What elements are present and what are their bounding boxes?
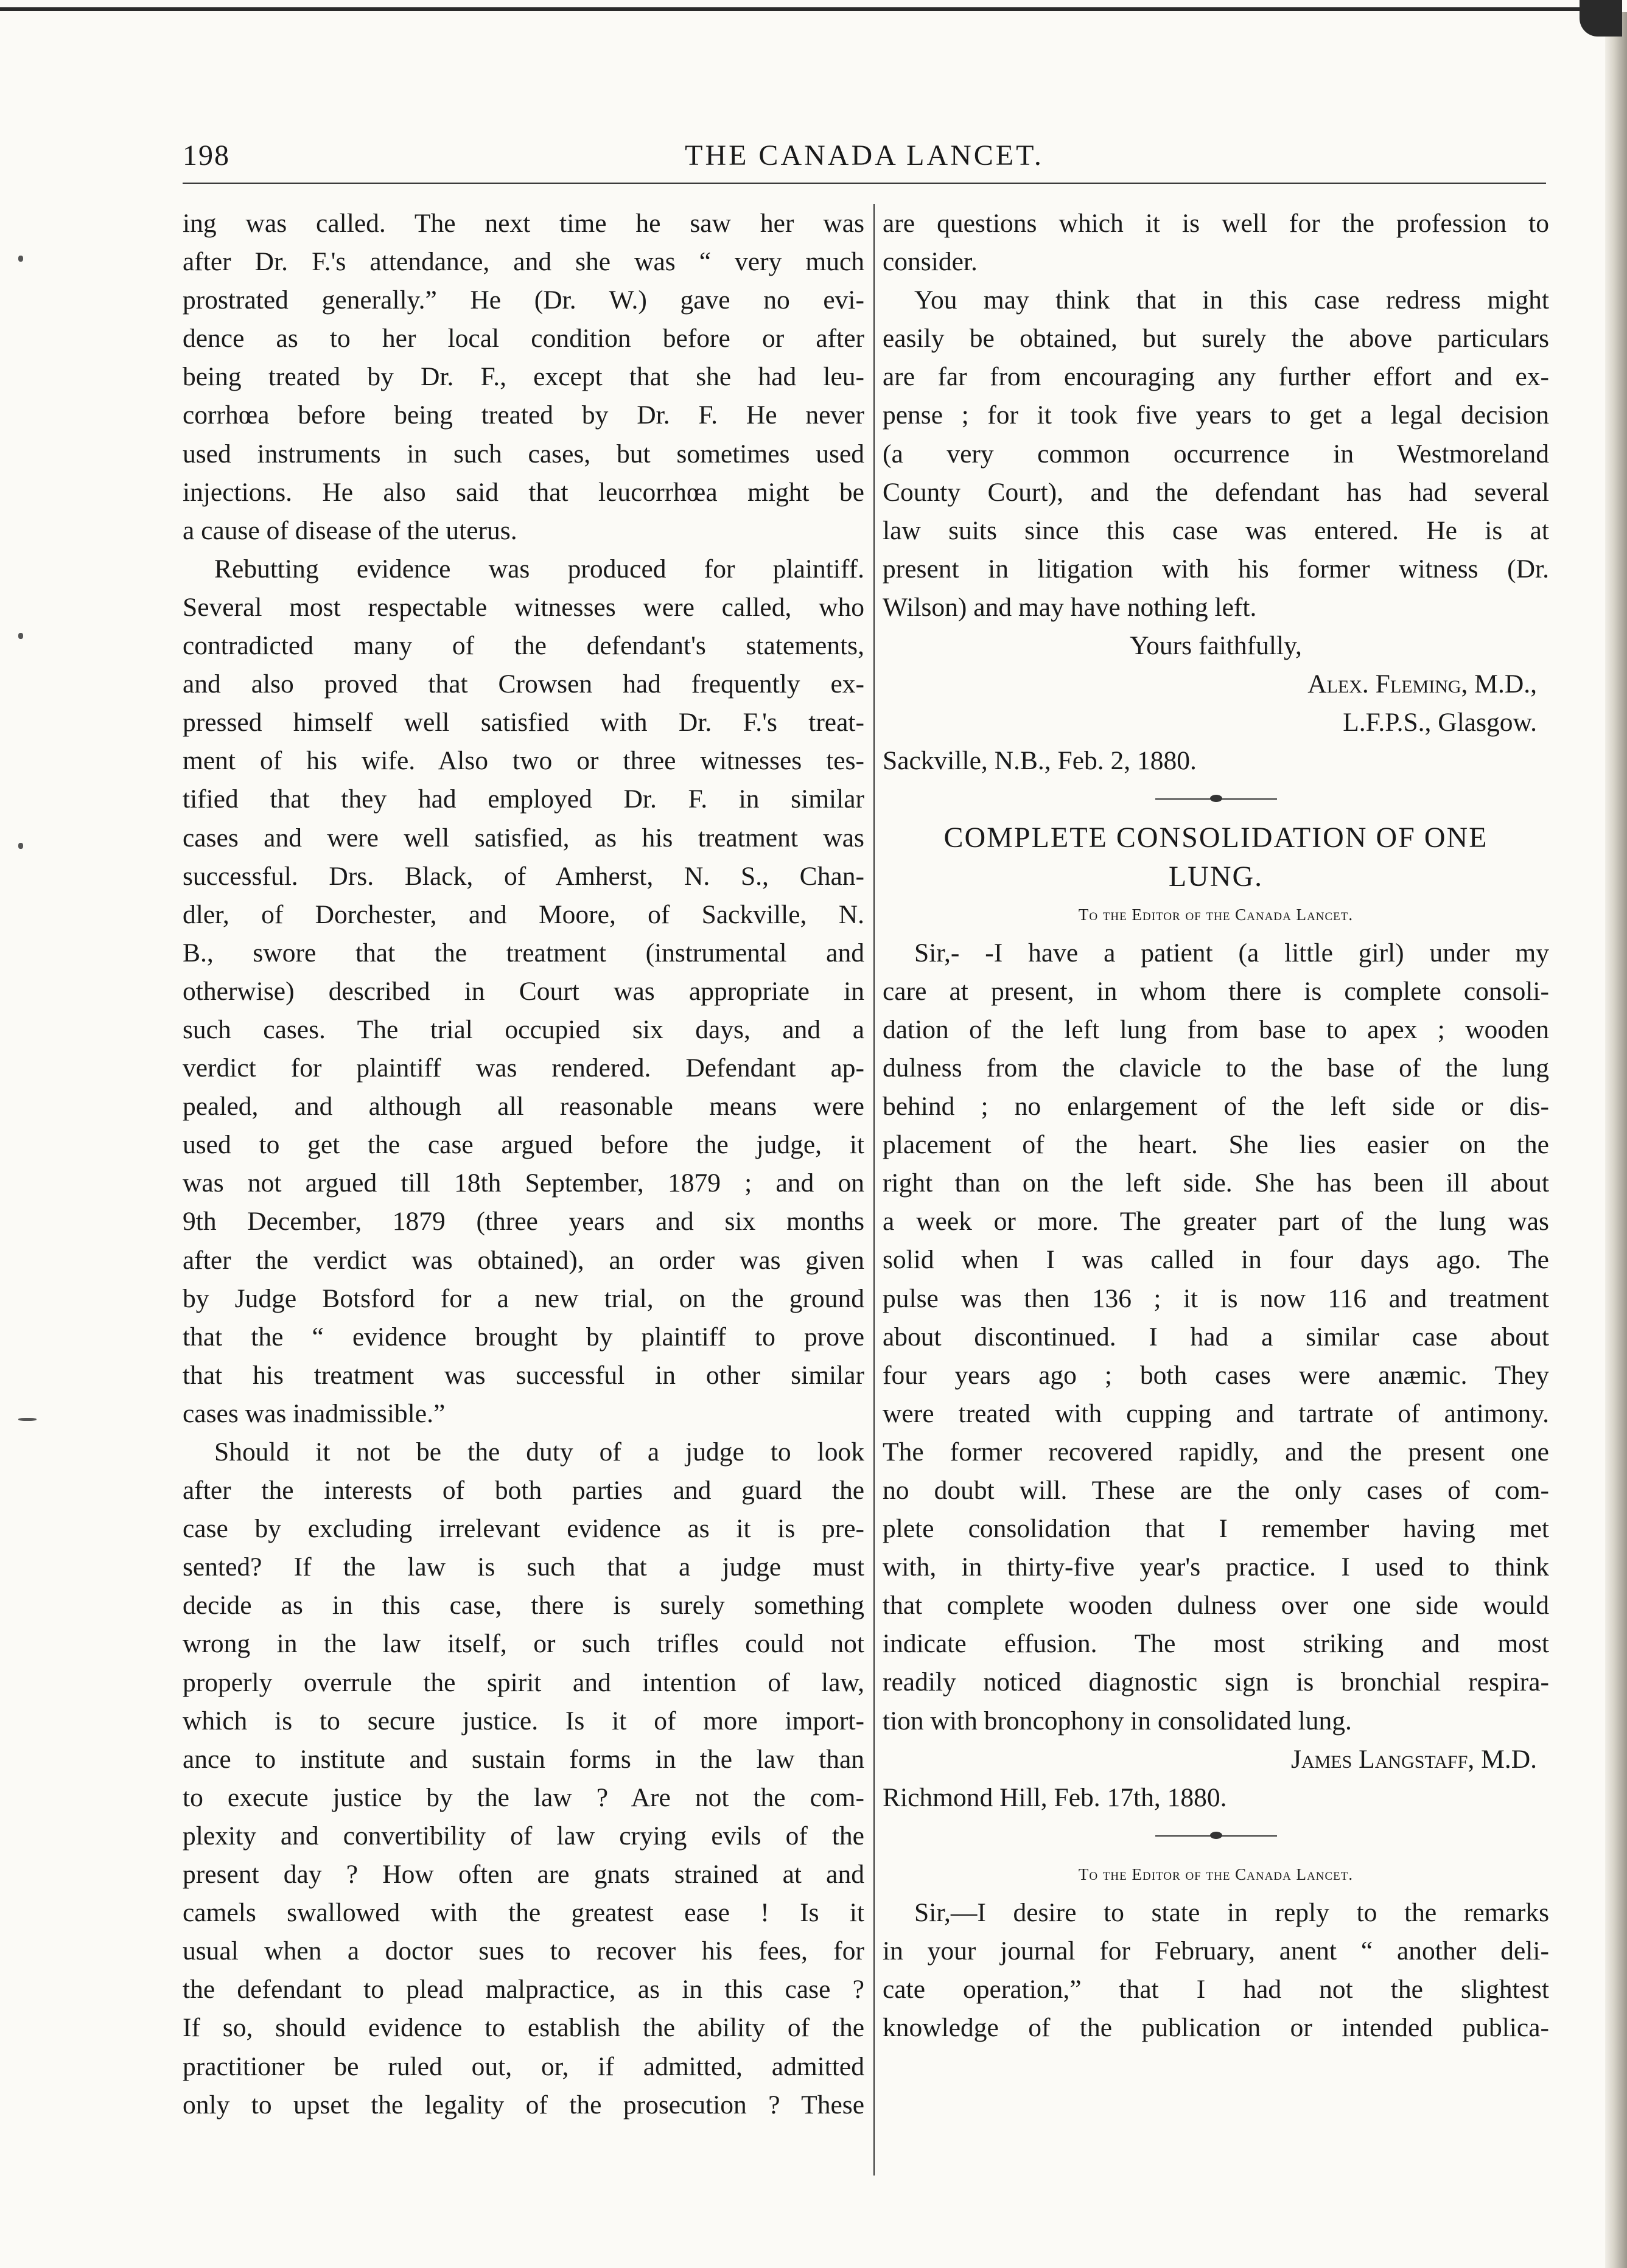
text-line: dence as to her local condition before or after bbox=[183, 324, 864, 354]
dateline: Sackville, N.B., Feb. 2, 1880. bbox=[883, 746, 1197, 776]
text-line: practitioner be ruled out, or, if admitted, admitted bbox=[183, 2051, 864, 2081]
text-line: decide as in this case, there is surely something bbox=[183, 1591, 864, 1621]
text-line: consider. bbox=[883, 247, 978, 277]
text-line: camels swallowed with the greatest ease ! Is it bbox=[183, 1898, 864, 1928]
text-line: readily noticed diagnostic sign is bronchial respira- bbox=[883, 1667, 1549, 1697]
book-spine-edge bbox=[1605, 12, 1627, 2268]
text-line: by Judge Botsford for a new trial, on the ground bbox=[183, 1283, 864, 1313]
text-line: County Court), and the defendant has had several bbox=[883, 477, 1549, 507]
text-line: placement of the heart. She lies easier on the bbox=[883, 1130, 1549, 1160]
text-line: such cases. The trial occupied six days, and a bbox=[183, 1014, 864, 1044]
text-line: dation of the left lung from base to apex ; wooden bbox=[883, 1014, 1549, 1044]
text-line: in your journal for February, anent “ another deli- bbox=[883, 1936, 1549, 1966]
text-line: usual when a doctor sues to recover his fees, for bbox=[183, 1936, 864, 1966]
paragraph bbox=[883, 204, 1549, 281]
text-line: were treated with cupping and tartrate of antimony. bbox=[883, 1398, 1549, 1428]
text-line: that the “ evidence brought by plaintiff to prove bbox=[183, 1322, 864, 1352]
text-line: and also proved that Crowsen had frequently ex- bbox=[183, 669, 864, 699]
text-line: with, in thirty-five year's practice. I used to think bbox=[883, 1552, 1549, 1582]
text-line: pealed, and although all reasonable means were bbox=[183, 1092, 864, 1122]
margin-speck bbox=[18, 843, 23, 849]
text-line: The former recovered rapidly, and the present one bbox=[883, 1437, 1549, 1467]
text-line: a week or more. The greater part of the lung was bbox=[883, 1207, 1549, 1237]
text-line: after the verdict was obtained), an order was given bbox=[183, 1245, 864, 1275]
text-line: used to get the case argued before the judge, it bbox=[183, 1130, 864, 1160]
text-line: present day ? How often are gnats strained at and bbox=[183, 1860, 864, 1889]
signature-name: Alex. Fleming, M.D., bbox=[1307, 669, 1537, 699]
top-rule bbox=[0, 7, 1583, 11]
text-line: about discontinued. I had a similar case about bbox=[883, 1322, 1549, 1352]
paragraph bbox=[183, 1433, 864, 2124]
signature-name: James Langstaff, M.D. bbox=[1291, 1744, 1537, 1774]
text-line: tion with broncophony in consolidated lung. bbox=[883, 1706, 1352, 1736]
left-column bbox=[183, 204, 864, 2124]
text-line: ance to institute and sustain forms in the law than bbox=[183, 1744, 864, 1774]
text-line: If so, should evidence to establish the ability of the bbox=[183, 2013, 864, 2043]
header-rule bbox=[183, 183, 1546, 184]
text-line: to execute justice by the law ? Are not the com- bbox=[183, 1782, 864, 1812]
text-line: easily be obtained, but surely the above particulars bbox=[883, 324, 1549, 354]
text-line: law suits since this case was entered. He is at bbox=[883, 515, 1549, 545]
to-the-editor-line: To the Editor of the Canada Lancet. bbox=[1078, 905, 1354, 924]
text-line: Should it not be the duty of a judge to look bbox=[214, 1437, 864, 1467]
text-line: properly overrule the spirit and intention of law, bbox=[183, 1667, 864, 1697]
text-line: that complete wooden dulness over one side would bbox=[883, 1591, 1549, 1621]
text-line: case by excluding irrelevant evidence as it is pre- bbox=[183, 1514, 864, 1544]
column-divider bbox=[873, 204, 875, 2176]
text-line: ing was called. The next time he saw her was bbox=[183, 209, 864, 238]
signature-credentials: L.F.P.S., Glasgow. bbox=[1343, 708, 1537, 738]
text-line: the defendant to plead malpractice, as in this case ? bbox=[183, 1975, 864, 2005]
journal-title: THE CANADA LANCET. bbox=[685, 139, 1044, 172]
text-line: used instruments in such cases, but sometimes used bbox=[183, 439, 864, 469]
section-ornament bbox=[883, 1817, 1549, 1855]
text-line: 9th December, 1879 (three years and six months bbox=[183, 1207, 864, 1237]
text-line: corrhœa before being treated by Dr. F. He never bbox=[183, 400, 864, 430]
text-line: verdict for plaintiff was rendered. Defendant ap- bbox=[183, 1053, 864, 1083]
text-line: after Dr. F.'s attendance, and she was “ very much bbox=[183, 247, 864, 277]
text-line: four years ago ; both cases were anæmic. They bbox=[883, 1360, 1549, 1390]
text-line: Sir,—I desire to state in reply to the remarks bbox=[914, 1897, 1549, 1927]
text-line: solid when I was called in four days ago. The bbox=[883, 1245, 1549, 1275]
text-line: plexity and convertibility of law crying evils of the bbox=[183, 1821, 864, 1851]
paragraph bbox=[883, 1894, 1549, 2047]
text-line: wrong in the law itself, or such trifles could not bbox=[183, 1629, 864, 1659]
text-line: behind ; no enlargement of the left side or dis- bbox=[883, 1092, 1549, 1122]
text-line: that his treatment was successful in other similar bbox=[183, 1360, 864, 1390]
text-line: prostrated generally.” He (Dr. W.) gave no evi- bbox=[183, 285, 864, 315]
paragraph bbox=[183, 204, 864, 550]
section-ornament bbox=[883, 780, 1549, 818]
article-title-continued: LUNG. bbox=[1168, 860, 1264, 893]
text-line: which is to secure justice. Is it of more import- bbox=[183, 1706, 864, 1736]
sign-off: Yours faithfully, bbox=[1130, 631, 1302, 661]
text-line: knowledge of the publication or intended publica- bbox=[883, 2013, 1549, 2043]
text-line: Wilson) and may have nothing left. bbox=[883, 592, 1257, 622]
text-line: tified that they had employed Dr. F. in similar bbox=[183, 784, 864, 814]
paragraph bbox=[883, 281, 1549, 627]
text-line: dulness from the clavicle to the base of the lung bbox=[883, 1053, 1549, 1083]
text-line: only to upset the legality of the prosecution ? These bbox=[183, 2090, 864, 2120]
text-line: pressed himself well satisfied with Dr. F.'s treat- bbox=[183, 708, 864, 738]
text-line: You may think that in this case redress might bbox=[914, 285, 1549, 315]
text-line: Several most respectable witnesses were called, who bbox=[183, 592, 864, 622]
text-line: Sir,- -I have a patient (a little girl) under my bbox=[914, 938, 1549, 968]
text-line: Rebutting evidence was produced for plaintiff. bbox=[214, 554, 864, 584]
text-line: plete consolidation that I remember having met bbox=[883, 1514, 1549, 1544]
text-line: ment of his wife. Also two or three witnesses tes- bbox=[183, 746, 864, 776]
text-line: indicate effusion. The most striking and most bbox=[883, 1629, 1549, 1659]
text-line: a cause of disease of the uterus. bbox=[183, 515, 517, 545]
text-line: are questions which it is well for the profession to bbox=[883, 209, 1549, 238]
text-line: cases and were well satisfied, as his treatment was bbox=[183, 823, 864, 853]
text-line: pense ; for it took five years to get a legal decision bbox=[883, 400, 1549, 430]
text-line: was not argued till 18th September, 1879 ; and on bbox=[183, 1168, 864, 1198]
text-line: contradicted many of the defendant's statements, bbox=[183, 631, 864, 661]
text-line: after the interests of both parties and guard the bbox=[183, 1476, 864, 1506]
text-line: care at present, in whom there is complete consoli- bbox=[883, 976, 1549, 1006]
text-line: are far from encouraging any further effort and ex- bbox=[883, 362, 1549, 392]
book-spine-cap bbox=[1580, 0, 1622, 37]
text-line: injections. He also said that leucorrhœa might be bbox=[183, 477, 864, 507]
text-line: pulse was then 136 ; it is now 116 and treatment bbox=[883, 1283, 1549, 1313]
margin-speck bbox=[18, 633, 23, 639]
text-line: no doubt will. These are the only cases of com- bbox=[883, 1476, 1549, 1505]
text-line: dler, of Dorchester, and Moore, of Sackville, N. bbox=[183, 899, 864, 929]
text-line: right than on the left side. She has been ill about bbox=[883, 1168, 1549, 1198]
right-column bbox=[883, 204, 1549, 2047]
paragraph bbox=[183, 550, 864, 1433]
page-number: 198 bbox=[183, 139, 230, 172]
margin-speck bbox=[18, 1418, 37, 1421]
text-line: successful. Drs. Black, of Amherst, N. S., Chan- bbox=[183, 861, 864, 891]
text-line: otherwise) described in Court was appropriate in bbox=[183, 976, 864, 1006]
text-line: B., swore that the treatment (instrumental and bbox=[183, 938, 864, 968]
page-header bbox=[183, 139, 1546, 181]
article-title: COMPLETE CONSOLIDATION OF ONE bbox=[943, 822, 1488, 854]
paragraph bbox=[883, 934, 1549, 1740]
to-the-editor-line: To the Editor of the Canada Lancet. bbox=[1078, 1865, 1354, 1883]
text-line: (a very common occurrence in Westmoreland bbox=[883, 439, 1549, 469]
text-line: being treated by Dr. F., except that she had leu- bbox=[183, 362, 864, 392]
dateline: Richmond Hill, Feb. 17th, 1880. bbox=[883, 1782, 1227, 1812]
text-line: sented? If the law is such that a judge must bbox=[183, 1552, 864, 1582]
text-line: cate operation,” that I had not the slightest bbox=[883, 1975, 1549, 2005]
text-line: present in litigation with his former witness (Dr. bbox=[883, 554, 1549, 584]
margin-speck bbox=[18, 256, 23, 262]
text-line: cases was inadmissible.” bbox=[183, 1398, 446, 1428]
